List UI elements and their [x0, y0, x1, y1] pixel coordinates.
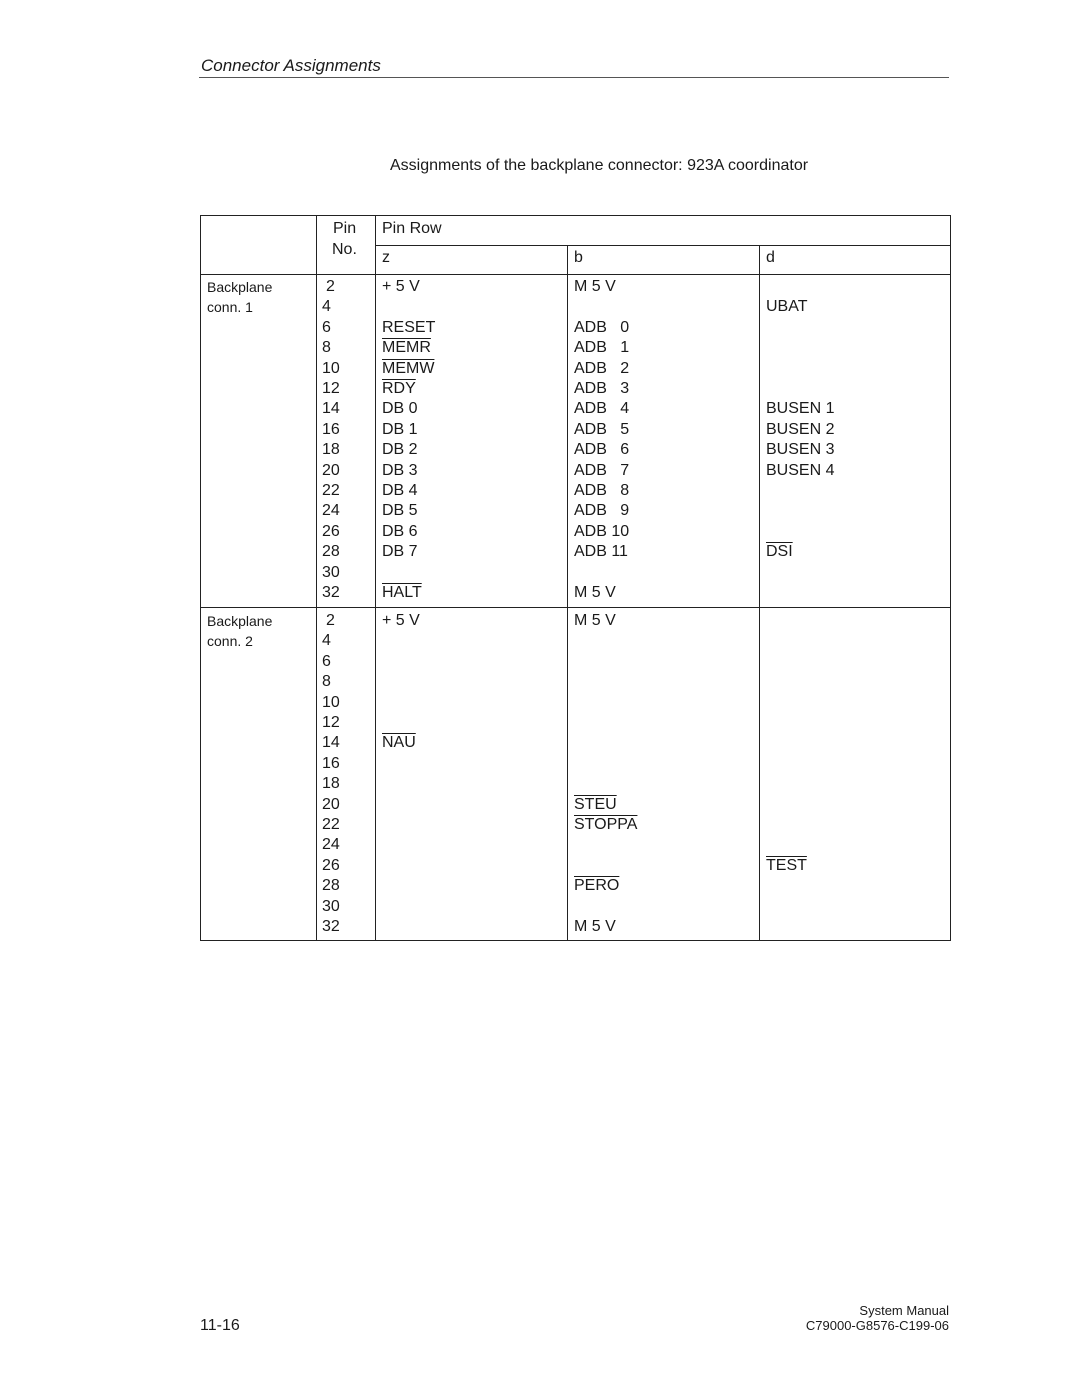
row-divider-header	[201, 274, 950, 275]
section-label-conn: conn. 1	[207, 299, 253, 316]
pin-number: 26	[322, 522, 340, 540]
signal-b: ADB 9	[574, 502, 630, 520]
signal-b: M 5 V	[574, 612, 616, 629]
signal-b: STOPPA	[574, 816, 638, 833]
section-label: Backplane	[207, 279, 273, 295]
signal-z: $\overline{NAU}$	[382, 734, 416, 752]
signal-d: BUSEN 1	[766, 400, 835, 418]
pin-number: 4	[322, 632, 331, 650]
pin-number: 10	[322, 359, 340, 377]
pin-number: 28	[322, 543, 340, 561]
signal-z: + 5 V	[382, 278, 420, 295]
signal-b: ADB 4	[574, 400, 630, 418]
pin-number: 18	[322, 775, 340, 793]
signal-d: UBAT	[766, 298, 808, 316]
pin-number: 8	[322, 339, 331, 357]
pin-number: 28	[322, 877, 340, 895]
signal-b: STEU	[574, 795, 617, 813]
signal-z: DB 7	[382, 543, 418, 561]
signal-z: DB 1	[382, 420, 418, 438]
pin-header-no: No.	[332, 241, 357, 258]
signal-b: M 5 V	[574, 918, 616, 935]
page-number: 11-16	[200, 1317, 240, 1334]
signal-z: DB 5	[382, 502, 418, 520]
pin-number: 24	[322, 836, 340, 854]
signal-d: TEST	[766, 856, 807, 874]
pin-row-header: Pin Row	[382, 220, 442, 237]
manual-reference	[806, 1303, 949, 1333]
signal-b: ADB 1	[574, 339, 630, 357]
manual-code: C79000-G8576-C199-06	[805, 1318, 949, 1333]
pin-number: 24	[322, 502, 340, 520]
signal-z: HALT	[382, 584, 422, 601]
signal-z: DB 6	[382, 522, 418, 540]
signal-z: MEMR	[382, 339, 431, 357]
column-b-header: b	[574, 249, 583, 266]
pin-number: 2	[326, 612, 335, 629]
pin-number: 22	[322, 482, 340, 499]
pin-number: 32	[322, 918, 340, 935]
signal-b: ADB 11	[574, 543, 628, 561]
pin-header: Pin	[333, 220, 357, 237]
pin-number: 16	[322, 754, 340, 772]
manual-title: System Manual	[859, 1303, 949, 1318]
signal-b: ADB 5	[574, 420, 630, 438]
pin-number: 6	[322, 652, 331, 670]
pin-number: 12	[322, 380, 340, 397]
column-z-header: z	[382, 249, 390, 266]
pin-number: 14	[322, 734, 340, 752]
pin-number: 6	[322, 318, 331, 336]
signal-z: + 5 V	[382, 612, 420, 629]
signal-d: BUSEN 3	[766, 441, 835, 459]
row-divider-section	[201, 607, 950, 608]
signal-b: ADB 2	[574, 359, 630, 377]
signal-d: BUSEN 2	[766, 420, 835, 438]
pin-number: 20	[322, 795, 340, 813]
signal-z: DB 3	[382, 461, 418, 479]
column-d-header: d	[766, 249, 775, 266]
pin-number: 10	[322, 693, 340, 711]
col-divider-pin	[316, 216, 317, 940]
pin-number: 18	[322, 441, 340, 459]
section-label-conn: conn. 2	[207, 633, 253, 650]
signal-b: M 5 V	[574, 278, 616, 295]
col-divider-z	[375, 216, 376, 940]
signal-b: ADB 8	[574, 482, 630, 499]
signal-z: DB 2	[382, 441, 418, 459]
row-divider-subheader	[375, 245, 950, 246]
signal-b: ADB 0	[574, 318, 630, 336]
signal-d: $\overline{DSI}$	[766, 543, 793, 561]
pin-number: 8	[322, 673, 331, 691]
pin-number: 16	[322, 420, 340, 438]
signal-b: M 5 V	[574, 584, 616, 601]
pin-number: 30	[322, 897, 340, 915]
col-divider-b	[567, 245, 568, 940]
header-rule	[199, 77, 949, 78]
signal-b: ADB 6	[574, 441, 630, 459]
pin-number: 22	[322, 816, 340, 833]
running-header: Connector Assignments	[201, 56, 381, 75]
table-caption: Assignments of the backplane connector: 923A coordinator	[390, 157, 809, 174]
signal-z: DB 0	[382, 400, 418, 418]
signal-z: MEMW	[382, 359, 435, 377]
pin-number: 32	[322, 584, 340, 601]
section-label: Backplane	[207, 613, 273, 629]
pin-assignment-table	[200, 215, 951, 941]
signal-z: $\overline{RDY}$	[382, 380, 416, 397]
pin-number: 2	[326, 278, 335, 295]
signal-d: BUSEN 4	[766, 461, 835, 479]
pin-number: 12	[322, 714, 340, 731]
signal-b: ADB 7	[574, 461, 630, 479]
pin-number: 14	[322, 400, 340, 418]
col-divider-d	[759, 245, 760, 940]
signal-b: PERO	[574, 877, 620, 895]
signal-z: RESET	[382, 318, 436, 336]
signal-z: DB 4	[382, 482, 418, 499]
signal-b: ADB 3	[574, 380, 630, 397]
pin-number: 4	[322, 298, 331, 316]
pin-number: 30	[322, 563, 340, 581]
pin-number: 20	[322, 461, 340, 479]
pin-number: 26	[322, 856, 340, 874]
signal-b: ADB 10	[574, 522, 630, 540]
